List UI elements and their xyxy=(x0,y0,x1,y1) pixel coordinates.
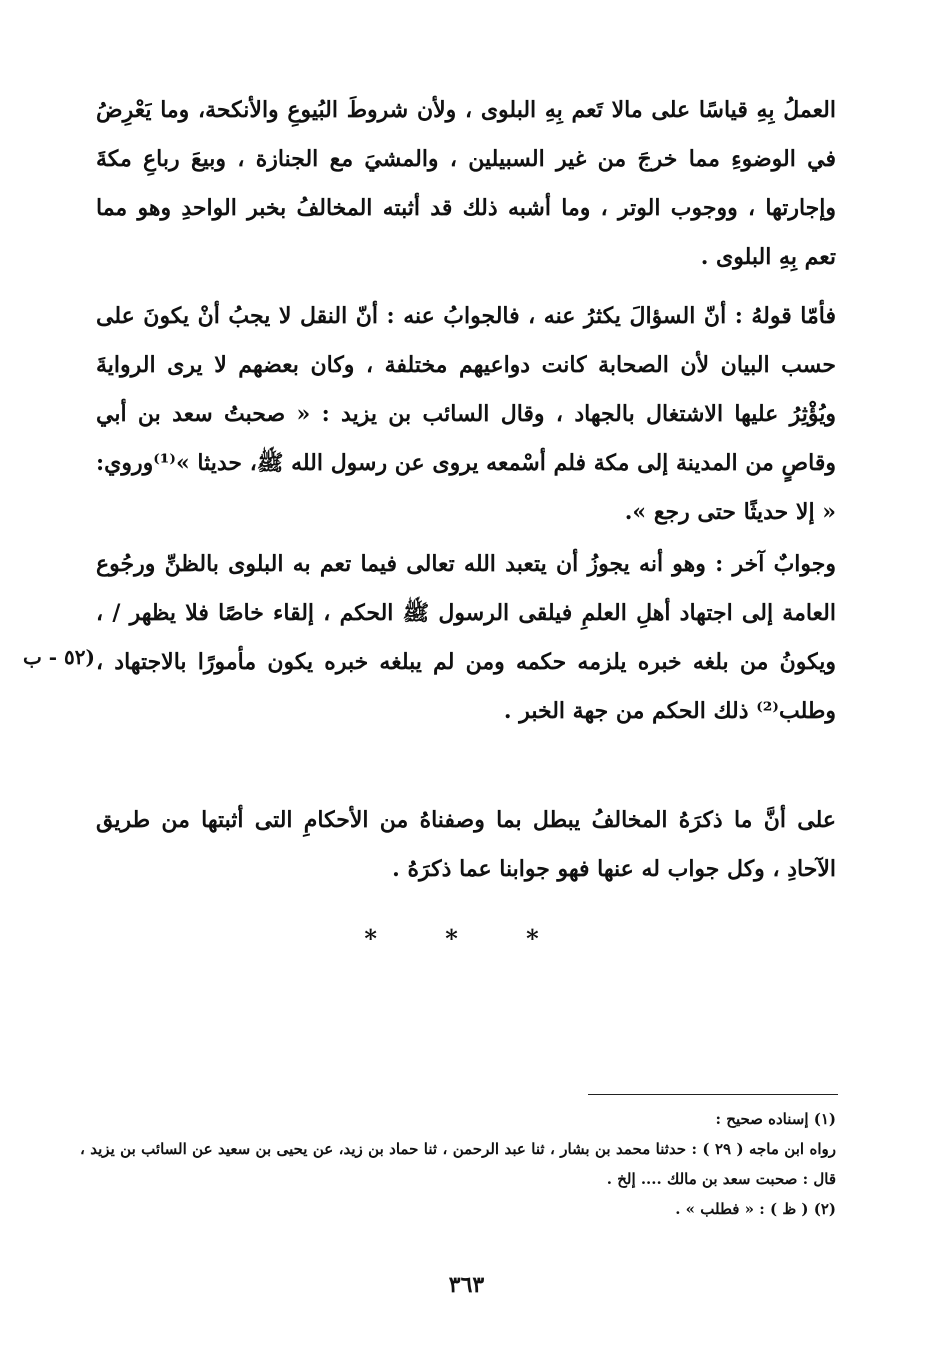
footnote-1-text: رواه ابن ماجه ( ٢٩ ) : حدثنا محمد بن بشار ، ثنا عبد الرحمن ، ثنا حماد بن زيد، عن يحيى بن سعيد عن السائب بن يزيد ، قال : صحبت سعد بن مالك .... إلخ . xyxy=(80,1140,836,1188)
footnotes xyxy=(80,1104,836,1224)
body-paragraph-2 xyxy=(96,292,836,537)
paragraph-text: على أنَّ ما ذكرَهُ المخالفُ يبطل بما وصفناهُ من الأحكامِ التى أثبتها من طريق الآحادِ ، وكل جواب له عنها فهو جوابنا عما ذكرَهُ . xyxy=(96,807,836,882)
paragraph-text: العملُ بِهِ قياسًا على مالا تَعم بِهِ البلوى ، ولأن شروطَ البُيوعِ والأنكحة، وما يَعْرِضُ في الوضوءِ مما خرجَ من غير السبيلين ، والمشيَ مع الجنازة ، وبيعَ رباعِ مكةَ وإجارتها ، ووجوب الوتر ، وما أشبه ذلك قد أثبته المخالفُ بخبر الواحدِ وهو مما تعم بِهِ البلوى . xyxy=(96,97,836,270)
footnote-2: (٢) ( ظ ) : « فطلب » . xyxy=(675,1200,836,1218)
body-paragraph-1 xyxy=(96,86,836,282)
manuscript-folio-note: (٥٢ - ب xyxy=(22,645,95,669)
paragraph-text: فأمّا قولهُ : أنّ السؤالَ يكثرُ عنه ، فالجوابُ عنه : أنّ النقل لا يجبُ أنْ يكونَ على حسب البيان لأن الصحابة كانت دواعيهم مختلفة ، وكان بعضهم لا يرى الروايةَ ويُؤْثِرُ عليها الاشتغال بالجهاد ، وقال السائب بن يزيد : « صحبتُ سعد بن أبي وقاصٍ من المدينة إلى مكة فلم أسْمعه يروى عن رسول الله ﷺ، حديثا »⁽¹⁾وروي: « إلا حديثًا حتى رجع ». xyxy=(96,303,836,525)
body-paragraph-3 xyxy=(96,540,836,736)
footnote-divider xyxy=(588,1094,838,1095)
section-separator: * * * xyxy=(364,924,569,953)
footnote-1-heading: (١) إسناده صحيح : xyxy=(715,1110,836,1128)
body-paragraph-4 xyxy=(96,796,836,894)
paragraph-text: وجوابٌ آخر : وهو أنه يجوزُ أن يتعبد الله تعالى فيما تعم به البلوى بالظنِّ ورجُوع العامة إلى اجتهاد أهلِ العلمِ فيلقى الرسول ﷺ الحكم ، إلقاء خاصًا فلا يظهر / ، ويكونُ من بلغه خبره يلزمه حكمه ومن لم يبلغه خبره يكون مأمورًا بالاجتهاد ، وطلب⁽²⁾ ذلك الحكم من جهة الخبر . xyxy=(96,551,836,724)
page-number: ٣٦٣ xyxy=(448,1272,485,1298)
